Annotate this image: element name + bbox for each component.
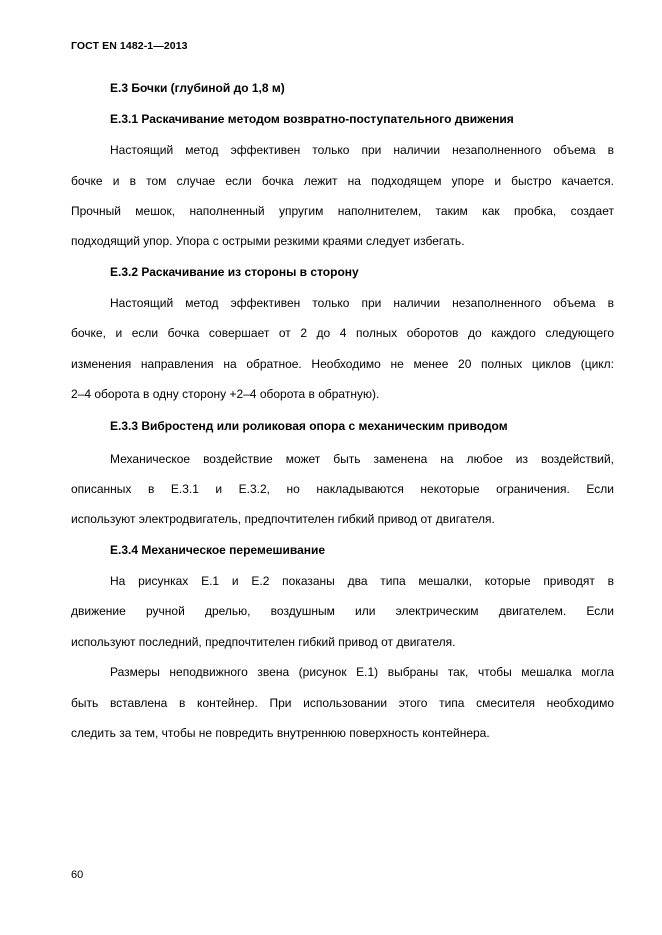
paragraph-line: используют последний, предпочтителен гибкий привод от двигателя. bbox=[71, 635, 456, 649]
subsection-heading-e32: Е.3.2 Раскачивание из стороны в сторону bbox=[110, 265, 359, 279]
subsection-heading-e34: Е.3.4 Механическое перемешивание bbox=[110, 543, 326, 557]
paragraph-line: используют электродвигатель, предпочтителен гибкий привод от двигателя. bbox=[71, 512, 495, 526]
subsection-heading-e33: Е.3.3 Вибростенд или роликовая опора с механическим приводом bbox=[110, 419, 508, 433]
paragraph-line: Размеры неподвижного звена (рисунок Е.1) выбраны так, чтобы мешалка могла bbox=[110, 665, 614, 679]
paragraph-line: Прочный мешок, наполненный упругим наполнителем, таким как пробка, создает bbox=[71, 204, 614, 218]
paragraph-line: описанных в Е.3.1 и Е.3.2, но накладываются некоторые ограничения. Если bbox=[71, 482, 614, 496]
paragraph-line: Механическое воздействие может быть заменена на любое из воздействий, bbox=[110, 452, 614, 466]
paragraph-line: движение ручной дрелью, воздушным или электрическим двигателем. Если bbox=[71, 604, 614, 618]
document-code-header: ГОСТ EN 1482-1—2013 bbox=[71, 40, 188, 52]
paragraph-line: быть вставлена в контейнер. При использовании этого типа смесителя необходимо bbox=[71, 696, 614, 710]
paragraph-line: На рисунках Е.1 и Е.2 показаны два типа мешалки, которые приводят в bbox=[110, 574, 614, 588]
paragraph-line: изменения направления на обратное. Необходимо не менее 20 полных циклов (цикл: bbox=[71, 357, 614, 371]
paragraph-line: Настоящий метод эффективен только при наличии незаполненного объема в bbox=[110, 296, 614, 310]
section-heading: Е.3 Бочки (глубиной до 1,8 м) bbox=[110, 81, 285, 95]
paragraph-line: 2–4 оборота в одну сторону +2–4 оборота в обратную). bbox=[71, 387, 380, 401]
paragraph-line: Настоящий метод эффективен только при наличии незаполненного объема в bbox=[110, 143, 614, 157]
subsection-heading-e31: Е.3.1 Раскачивание методом возвратно-поступательного движения bbox=[110, 112, 514, 126]
paragraph-line: подходящий упор. Упора с острыми резкими краями следует избегать. bbox=[71, 234, 465, 248]
page-number: 60 bbox=[71, 869, 84, 881]
paragraph-line: следить за тем, чтобы не повредить внутреннюю поверхность контейнера. bbox=[71, 726, 490, 740]
paragraph-line: бочке, и если бочка совершает от 2 до 4 полных оборотов до каждого следующего bbox=[71, 326, 614, 340]
paragraph-line: бочке и в том случае если бочка лежит на подходящем упоре и быстро качается. bbox=[71, 174, 614, 188]
